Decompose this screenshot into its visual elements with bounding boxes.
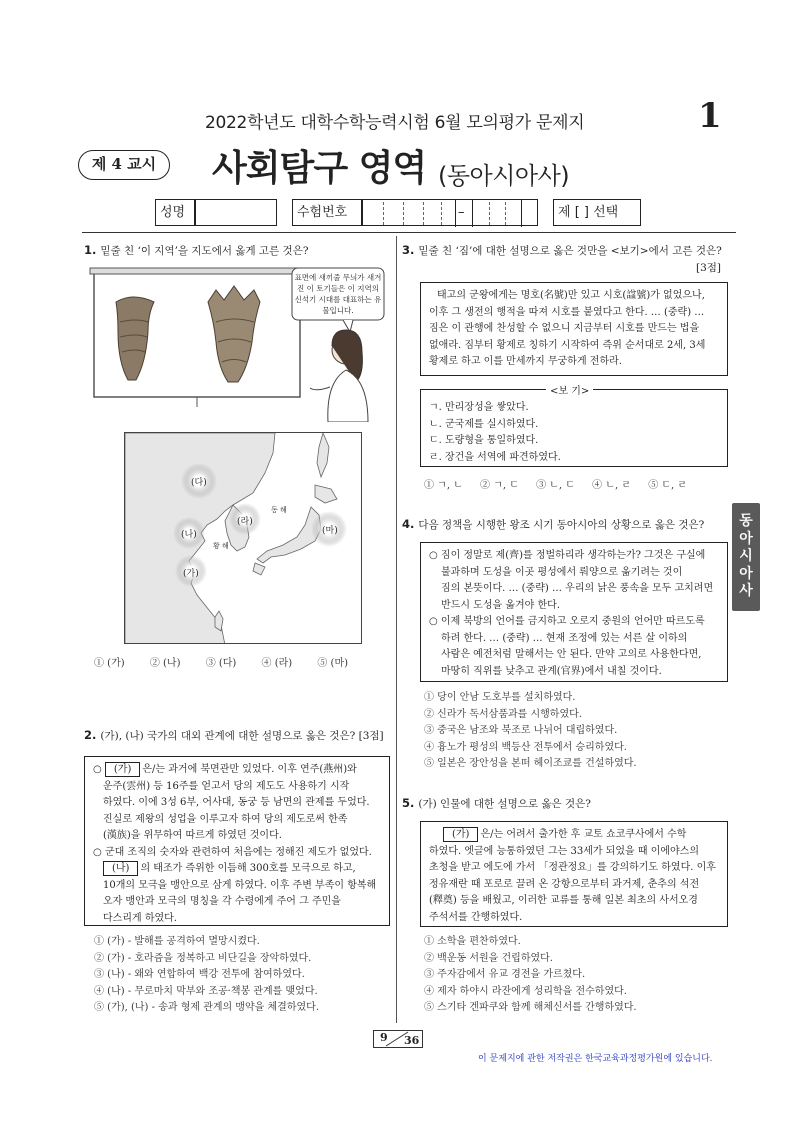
- exam-number-label: 수험번호: [292, 199, 362, 226]
- q2-label-a: (가): [105, 762, 140, 777]
- q5-passage-line-2: 하였다. 엣글에 능통하였던 그는 33세가 되었을 때 이에야스의: [429, 845, 699, 857]
- q5-choice-5[interactable]: ⑤ 스기타 겐파쿠와 함께 해체신서를 간행하였다.: [424, 1002, 637, 1013]
- q3-bogi-title: <보 기>: [546, 382, 593, 397]
- q4-passage-box: [420, 542, 728, 682]
- q4-choice-1[interactable]: ① 당이 안남 도호부를 설치하였다.: [424, 692, 576, 703]
- q2-source-box: ○ (가) 은/는 과거에 북면관만 있었다. 이후 연주(燕州)와 운주(雲州) 등 16주를 얻고서 당의 제도도 사용하기 시작 하였다. 이에 3성 6부, 어사대, 동궁 등 남면의 관제를 두었다. 진실로 제왕의 성업을 이루고자 하여 당의 제도로써 한족 (漢族)을 위무하여 따르게 하였던 것이다. ○ 군대 조직의 숫자와 관련하여 처음에는 정해진 제도가 없었다. (나) 의 태조가 즉위한 이듬해 300호를 모극으로 하고, 10개의 모극을 맹안으로 삼게 하였다. 이후 주변 부족이 항복해 오자 맹안과 모극의 명칭을 각 수령에게 주어 그 주민을 다스리게 하였다.: [84, 756, 390, 926]
- q3-bogi-item-2: ㄴ. 군국제를 실시하였다.: [429, 418, 539, 430]
- q4-passage-line-3: 짐의 본뜻이다. … (중략) … 우리의 낡은 풍속을 모두 고치려면: [441, 583, 714, 594]
- footer-page-total: 36: [404, 1034, 420, 1047]
- q3-choice-1[interactable]: ① ㄱ, ㄴ: [424, 480, 463, 491]
- q5-question: (가) 인물에 대한 설명으로 옳은 것은?: [418, 798, 591, 810]
- copyright-notice: 이 문제지에 관한 저작권은 한국교육과정평가원에 있습니다.: [478, 1054, 713, 1064]
- q4-choices: [424, 690, 734, 773]
- map-label-ma: (마): [322, 526, 338, 536]
- q5-choice-1[interactable]: ① 소학을 편찬하였다.: [424, 936, 521, 947]
- q3-passage-line-5: 황제로 하고 이를 만세까지 무궁하게 전하라.: [429, 356, 622, 367]
- q5-passage-line-4: 정유재란 때 포로로 끌려 온 강항으로부터 과거제, 춘추의 석전: [429, 878, 700, 890]
- q1-choice-5[interactable]: ⑤ (마): [317, 658, 349, 669]
- q1-illustration: [88, 262, 388, 422]
- q2-number: 2.: [84, 728, 97, 742]
- q1-title: [84, 243, 308, 258]
- q3-bogi-item-4: ㄹ. 장건을 서역에 파견하였다.: [429, 451, 561, 463]
- q3-bogi-box: [420, 389, 728, 467]
- q4-passage-line-4: 반드시 도성을 옮겨야 한다.: [441, 599, 560, 611]
- q3-question: 밑줄 친 ‘짐’에 대한 설명으로 옳은 것만을 <보기>에서 고른 것은?: [418, 245, 722, 257]
- q1-question: 밑줄 친 ‘이 지역’을 지도에서 옳게 고른 것은?: [100, 245, 309, 257]
- page-number: 1: [698, 96, 722, 136]
- q5-passage-box: [420, 821, 728, 927]
- q3-passage-line-4: 없애라. 짐부터 황제로 칭하기 시작하여 즉위 순서대로 2세, 3세: [429, 339, 706, 351]
- q1-map-graphic: [125, 433, 362, 644]
- name-label: 성명: [155, 199, 195, 226]
- q3-passage-box: [420, 282, 728, 376]
- q1-choice-1[interactable]: ① (가): [94, 658, 125, 669]
- q2-b-line-3: 오자 맹안과 모극의 명칭을 각 수령에게 주어 그 주민을: [103, 896, 341, 907]
- map-label-yellow-sea: 황 해: [213, 542, 229, 550]
- q5-number: 5.: [402, 796, 415, 810]
- q1-number: 1.: [84, 243, 97, 257]
- exam-number-dash: –: [458, 205, 465, 220]
- subject-title: 사회탐구 영역: [212, 148, 427, 189]
- q1-choice-3[interactable]: ③ (다): [205, 658, 237, 669]
- map-label-na: (나): [181, 530, 197, 540]
- q2-b-line-1: 의 태조가 즉위한 이듬해 300호를 모극으로 하고,: [140, 863, 356, 874]
- q4-passage-line-6: 하려 한다. … (중략) … 현재 조정에 있는 서른 살 이하의: [441, 632, 688, 644]
- map-label-ga: (가): [183, 569, 199, 579]
- q3-choices: [424, 478, 744, 495]
- q2-label-b: (나): [103, 861, 138, 876]
- q5-passage-line-1: 은/는 어려서 출가한 후 교토 쇼코쿠사에서 수학: [480, 829, 687, 840]
- q2-question: (가), (나) 국가의 대외 관계에 대한 설명으로 옳은 것은? [3점]: [100, 730, 384, 742]
- q1-choices: [94, 656, 394, 673]
- q4-choice-5[interactable]: ⑤ 일본은 장안성을 본떠 헤이조쿄를 건설하였다.: [424, 758, 637, 769]
- q4-choice-4[interactable]: ④ 흉노가 평성의 백등산 전투에서 승리하였다.: [424, 741, 627, 753]
- q5-label: (가): [443, 827, 478, 842]
- map-label-ra: (라): [237, 517, 253, 527]
- q2-choice-2[interactable]: ② (가) - 호라즘을 정복하고 비단길을 장악하였다.: [94, 952, 312, 964]
- q3-choice-3[interactable]: ③ ㄴ, ㄷ: [536, 480, 575, 491]
- q5-choice-4[interactable]: ④ 제자 하야시 라잔에게 성리학을 전수하였다.: [424, 985, 627, 997]
- q5-choices: [424, 934, 734, 1017]
- q1-speech-bubble: 표면에 새끼줄 무늬가 새겨진 이 토기들은 이 지역의 신석기 시대를 대표하는 유물입니다.: [294, 273, 382, 315]
- q2-choice-4[interactable]: ④ (나) - 무로마치 막부와 조공·책봉 관계를 맺었다.: [94, 985, 318, 997]
- footer-page-indicator: [373, 1030, 423, 1048]
- q4-passage-line-5: ○ 이제 북방의 언어를 금지하고 오로지 중원의 언어만 따르도록: [429, 616, 705, 627]
- header-divider: [82, 232, 736, 233]
- q2-b-intro: ○ 군대 조직의 숫자와 관련하여 처음에는 정해진 제도가 없었다.: [93, 846, 372, 858]
- q3-title: [402, 243, 730, 258]
- q5-choice-2[interactable]: ② 백운동 서원을 건립하였다.: [424, 952, 553, 964]
- q2-b-line-4: 다스리게 하였다.: [103, 912, 177, 924]
- q4-passage-line-8: 마땅히 직위를 낮추고 관계(官界)에서 내칠 것이다.: [441, 665, 662, 677]
- q2-title: [84, 728, 384, 743]
- q5-passage-line-5: (釋奠) 등을 배웠고, 이러한 교류를 통해 일본 최초의 사서오경: [429, 895, 698, 906]
- q2-choice-5[interactable]: ⑤ (가), (나) - 송과 형제 관계의 맹약을 체결하였다.: [94, 1002, 319, 1013]
- column-divider: [396, 236, 397, 1023]
- period-badge: 제 4 교시: [78, 150, 170, 180]
- q3-choice-4[interactable]: ④ ㄴ, ㄹ: [592, 480, 631, 491]
- q2-choice-3[interactable]: ③ (나) - 왜와 연합하여 백강 전투에 참여하였다.: [94, 969, 305, 980]
- q3-passage-line-3: 짐은 이 관행에 찬성할 수 없으니 지금부터 시호를 만드는 법을: [429, 323, 700, 334]
- subject-side-tab: [732, 503, 760, 611]
- q3-bogi-item-1: ㄱ. 만리장성을 쌓았다.: [429, 402, 529, 413]
- q3-choice-2[interactable]: ② ㄱ, ㄷ: [480, 480, 519, 491]
- q2-b-line-2: 10개의 모극을 맹안으로 삼게 하였다. 이후 주변 부족이 항복해: [103, 879, 377, 891]
- subject-subtitle: (동아시아사): [438, 162, 570, 190]
- map-label-east-sea: 동 해: [271, 506, 287, 514]
- q4-choice-2[interactable]: ② 신라가 독서삼품과를 시행하였다.: [424, 708, 582, 720]
- q3-number: 3.: [402, 243, 415, 257]
- side-tab-text: 동아시아사: [739, 513, 753, 599]
- q2-a-line-5: (漢族)을 위무하여 따르게 하였던 것이다.: [103, 830, 282, 841]
- q2-choice-1[interactable]: ① (가) - 발해를 공격하여 멸망시켰다.: [94, 936, 260, 947]
- q4-question: 다음 정책을 시행한 왕조 시기 동아시아의 상황으로 옳은 것은?: [418, 519, 705, 531]
- q5-passage-line-6: 주석서를 간행하였다.: [429, 911, 523, 923]
- q5-choice-3[interactable]: ③ 주자감에서 유교 경전을 가르쳤다.: [424, 969, 586, 980]
- q3-choice-5[interactable]: ⑤ ㄷ, ㄹ: [648, 480, 688, 491]
- q2-a-line-2: 운주(雲州) 등 16주를 얻고서 당의 제도도 사용하기 시작: [103, 780, 350, 792]
- q4-title: [402, 517, 704, 532]
- map-label-da: (다): [191, 478, 207, 488]
- q4-passage-line-7: 사람은 예전처럼 말해서는 안 된다. 만약 고의로 사용한다면,: [441, 649, 702, 660]
- q1-map: [124, 432, 362, 644]
- q2-choices: [94, 934, 394, 1017]
- q4-choice-3[interactable]: ③ 중국은 남조와 북조로 나뉘어 대립하였다.: [424, 725, 618, 736]
- footer-page-current: 9: [380, 1031, 388, 1044]
- exam-title: 2022학년도 대학수학능력시험 6월 모의평가 문제지: [205, 113, 585, 133]
- q5-title: [402, 796, 591, 811]
- exam-number-field[interactable]: [362, 199, 538, 226]
- q5-passage-line-3: 초청을 받고 에도에 가서 「정관정요」를 강의하기도 하였다. 이후: [429, 862, 716, 873]
- q1-choice-4[interactable]: ④ (라): [261, 658, 293, 669]
- name-field[interactable]: [195, 199, 277, 226]
- q2-a-line-1: 은/는 과거에 북면관만 있었다. 이후 연주(燕州)와: [142, 764, 357, 775]
- q2-a-line-4: 진실로 제왕의 성업을 이루고자 하여 당의 제도로써 한족: [103, 813, 348, 825]
- q3-passage-line-2: 이후 그 생전의 행적을 따져 시호를 붙였다고 한다. … (중략) …: [429, 306, 705, 318]
- q4-number: 4.: [402, 517, 415, 531]
- q3-passage-line-1: 태고의 군왕에게는 명호(名號)만 있고 시호(諡號)가 없었으나,: [437, 290, 705, 301]
- q3-bogi-item-3: ㄷ. 도량형을 통일하였다.: [429, 435, 539, 446]
- q1-choice-2[interactable]: ② (나): [149, 658, 181, 669]
- q4-passage-line-1: ○ 짐이 정말로 제(齊)를 정벌하리라 생각하는가? 그것은 구실에: [429, 550, 706, 561]
- q3-points: [3점]: [696, 262, 722, 274]
- q4-passage-line-2: 불과하며 도성을 이곳 평성에서 뤄양으로 옮기려는 것이: [441, 566, 683, 578]
- q2-a-line-3: 하였다. 이에 3성 6부, 어사대, 동궁 등 남면의 관제를 두었다.: [103, 797, 370, 808]
- choice-field[interactable]: 제 [ ] 선택: [553, 199, 641, 226]
